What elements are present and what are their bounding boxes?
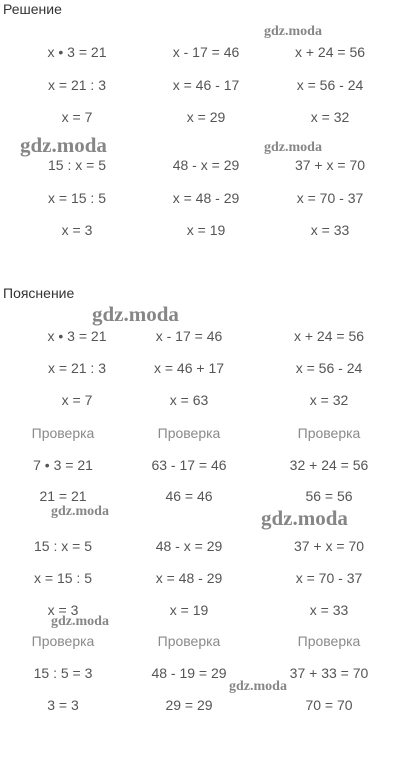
solution-cell: 15 : x = 5 [48,157,106,173]
explanation-cell: 21 = 21 [39,488,87,504]
explanation-cell: 32 + 24 = 56 [289,457,369,473]
solution-cell: x + 24 = 56 [294,44,366,60]
solution-cell: x = 3 [61,222,93,238]
explanation-cell: x = 70 - 37 [295,570,363,586]
watermark: gdz.moda [92,302,179,326]
check-label: Проверка [157,425,221,441]
solution-cell: x = 21 : 3 [48,77,106,93]
solution-cell: x = 29 [186,109,226,125]
explanation-heading: Пояснение [3,285,75,301]
explanation-cell: x • 3 = 21 [47,328,107,344]
explanation-cell: x = 21 : 3 [48,360,106,376]
explanation-cell: 46 = 46 [165,488,213,504]
check-label: Проверка [297,633,361,649]
explanation-cell: 48 - 19 = 29 [151,665,227,681]
explanation-cell: 29 = 29 [165,697,213,713]
solution-cell: x = 70 - 37 [296,190,364,206]
explanation-cell: 56 = 56 [305,488,353,504]
explanation-cell: 3 = 3 [47,697,79,713]
explanation-cell: 48 - x = 29 [155,538,223,554]
solution-cell: x = 56 - 24 [296,77,364,93]
watermark: gdz.moda [51,614,109,629]
explanation-cell: 70 = 70 [305,697,353,713]
explanation-cell: 37 + 33 = 70 [289,665,369,681]
explanation-cell: x = 48 - 29 [155,570,223,586]
check-label: Проверка [297,425,361,441]
watermark: gdz.moda [261,506,348,530]
explanation-cell: 7 • 3 = 21 [33,457,93,473]
watermark: gdz.moda [264,24,322,39]
watermark: gdz.moda [51,504,109,519]
solution-cell: x = 46 - 17 [172,77,240,93]
solution-cell: x = 19 [186,222,226,238]
solution-cell: 48 - x = 29 [172,157,240,173]
explanation-cell: x = 56 - 24 [295,360,363,376]
explanation-cell: 15 : 5 = 3 [33,665,93,681]
watermark: gdz.moda [264,140,322,155]
watermark: gdz.moda [20,133,107,157]
explanation-cell: x = 33 [309,602,349,618]
solution-cell: x - 17 = 46 [172,44,240,60]
explanation-cell: 15 : x = 5 [34,538,92,554]
solution-cell: x = 33 [310,222,350,238]
solution-cell: x = 7 [61,109,93,125]
solution-cell: x • 3 = 21 [47,44,107,60]
check-label: Проверка [157,633,221,649]
explanation-cell: x + 24 = 56 [293,328,365,344]
check-label: Проверка [31,425,95,441]
explanation-cell: x = 46 + 17 [153,360,225,376]
watermark: gdz.moda [229,679,287,694]
explanation-cell: x = 19 [169,602,209,618]
explanation-cell: 37 + x = 70 [293,538,365,554]
explanation-cell: 63 - 17 = 46 [151,457,227,473]
explanation-cell: x - 17 = 46 [155,328,223,344]
explanation-cell: x = 3 [47,602,79,618]
solution-cell: x = 15 : 5 [48,190,106,206]
solution-cell: x = 48 - 29 [172,190,240,206]
check-label: Проверка [31,633,95,649]
explanation-cell: x = 32 [309,392,349,408]
explanation-cell: x = 63 [169,392,209,408]
solution-cell: x = 32 [310,109,350,125]
solution-cell: 37 + x = 70 [294,157,366,173]
explanation-cell: x = 15 : 5 [34,570,92,586]
solution-heading: Решение [3,1,62,17]
explanation-cell: x = 7 [61,392,93,408]
